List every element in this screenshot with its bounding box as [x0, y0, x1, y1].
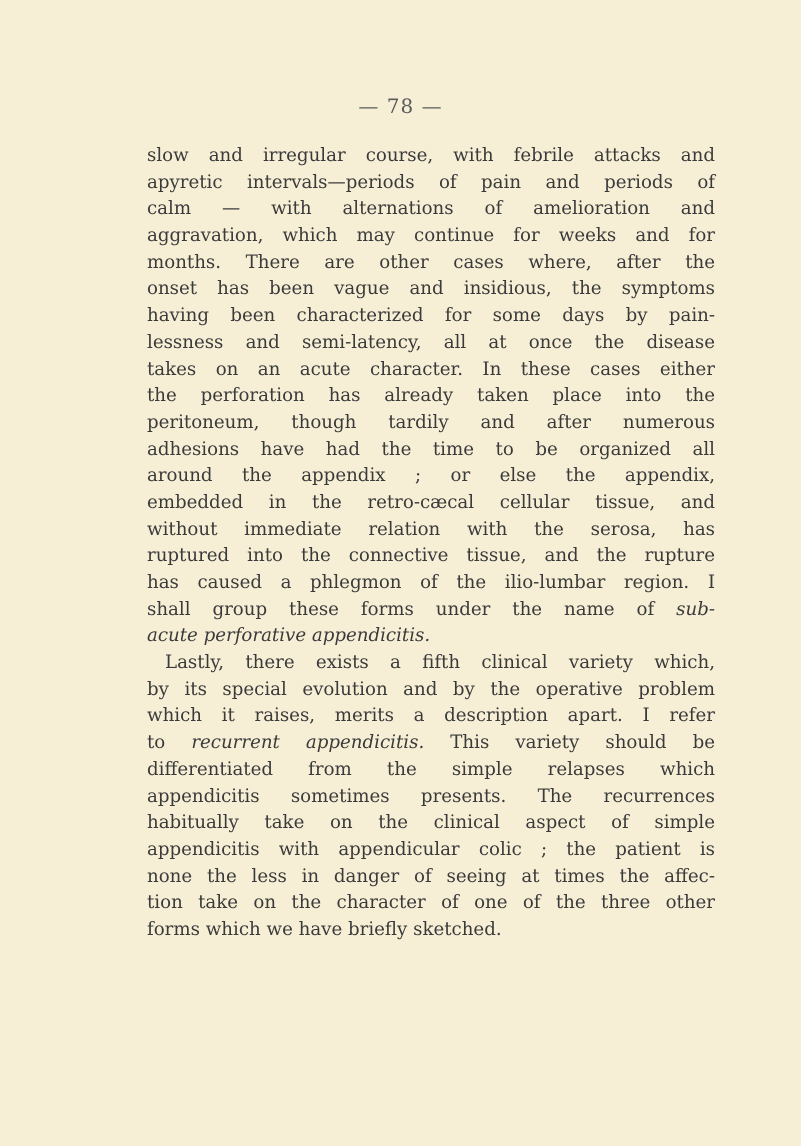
text-line: none the less in danger of seeing at times the affec- [147, 865, 715, 887]
text-run: shall group these forms under the name of [147, 598, 677, 620]
text-line: has caused a phlegmon of the ilio-lumbar region. I [147, 572, 715, 593]
text-line: calm — with alternations of amelioration and [147, 198, 715, 220]
text-line: lessness and semi-latency, all at once the disease [147, 331, 715, 353]
text-line: by its special evolution and by the operative problem [147, 678, 715, 700]
text-line: Lastly, there exists a fifth clinical variety which, [165, 652, 715, 674]
italic-term: acute perforative appendicitis. [147, 625, 431, 647]
text-line: around the appendix ; or else the appendix, [147, 465, 715, 487]
text-line: which it raises, merits a description apart. I refer [147, 705, 715, 727]
text-line [147, 730, 715, 757]
text-line: onset has been vague and insidious, the symptoms [147, 278, 715, 300]
text-run: to [147, 732, 192, 754]
italic-term: sub- [676, 598, 715, 620]
text-line [147, 597, 715, 624]
text-line: embedded in the retro-cæcal cellular tissue, and [147, 491, 715, 513]
text-line: takes on an acute character. In these cases either [147, 358, 715, 380]
text-line: without immediate relation with the serosa, has [147, 518, 715, 540]
text-line: months. There are other cases where, after the [147, 251, 715, 273]
text-line: habitually take on the clinical aspect of simple [147, 812, 715, 834]
text-run: This variety should be [424, 732, 716, 754]
page-number: — 78 — [358, 94, 443, 118]
body-text [147, 143, 715, 944]
text-line: apyretic intervals—periods of pain and periods of [147, 171, 715, 193]
text-line: tion take on the character of one of the three other [147, 892, 715, 914]
text-line: slow and irregular course, with febrile attacks and [147, 145, 715, 166]
text-line: peritoneum, though tardily and after numerous [147, 411, 715, 433]
text-line: forms which we have briefly sketched. [147, 918, 502, 940]
text-line: differentiated from the simple relapses which [147, 758, 715, 780]
text-line: appendicitis with appendicular colic ; the patient is [147, 838, 715, 860]
text-line: the perforation has already taken place into the [147, 385, 715, 407]
text-line: adhesions have had the time to be organized all [147, 438, 715, 460]
italic-term: recurrent appendicitis. [191, 732, 425, 754]
text-line: having been characterized for some days by pain- [147, 305, 715, 327]
text-line: ruptured into the connective tissue, and the rupture [147, 545, 715, 567]
text-line: appendicitis sometimes presents. The recurrences [147, 785, 715, 807]
text-line: aggravation, which may continue for weeks and for [147, 225, 715, 247]
